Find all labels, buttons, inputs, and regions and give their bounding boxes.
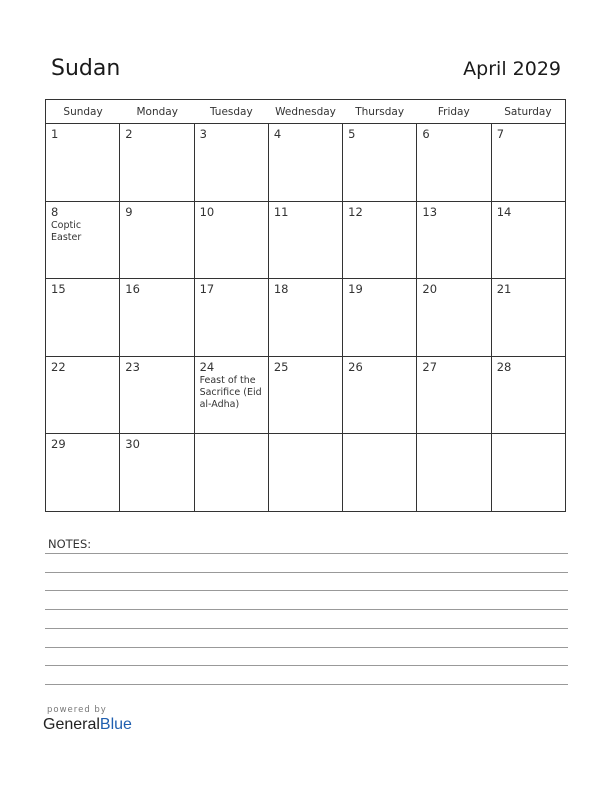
week-row-2 xyxy=(46,202,565,280)
month-title: April 2029 xyxy=(463,58,561,80)
brand-general-text: General xyxy=(43,716,100,733)
day-cell xyxy=(46,202,120,279)
day-number: 1 xyxy=(51,127,59,141)
day-cell xyxy=(417,202,491,279)
day-cell xyxy=(195,434,269,512)
day-cell xyxy=(343,434,417,512)
holiday-label: Coptic Easter xyxy=(51,219,82,243)
weekday-header-row xyxy=(46,100,565,124)
day-cell xyxy=(343,357,417,434)
weekday-sunday: Sunday xyxy=(63,106,103,118)
generalblue-logo xyxy=(43,716,132,734)
day-cell xyxy=(492,279,565,356)
day-number: 30 xyxy=(125,437,140,452)
brand-blue-text: Blue xyxy=(99,716,132,733)
day-number: 18 xyxy=(273,282,289,297)
note-line xyxy=(45,647,568,648)
day-cell xyxy=(195,279,269,356)
day-cell xyxy=(492,357,565,434)
day-number: 21 xyxy=(496,282,512,297)
day-cell xyxy=(417,357,491,434)
day-cell xyxy=(195,357,269,434)
day-number: 16 xyxy=(125,282,140,297)
day-cell xyxy=(269,279,343,356)
day-cell xyxy=(120,124,194,201)
day-cell xyxy=(343,124,417,201)
weekday-saturday: Saturday xyxy=(504,106,552,118)
note-line xyxy=(45,609,568,610)
day-number: 9 xyxy=(125,204,133,219)
day-number: 17 xyxy=(199,282,215,297)
day-number: 22 xyxy=(51,359,66,374)
day-number: 13 xyxy=(422,204,438,219)
calendar-grid xyxy=(45,99,566,512)
day-cell xyxy=(120,279,194,356)
day-number: 24 xyxy=(199,359,215,374)
day-number: 27 xyxy=(422,359,438,374)
weekday-friday: Friday xyxy=(437,106,470,118)
day-cell xyxy=(343,202,417,279)
day-number: 11 xyxy=(273,204,289,219)
note-line xyxy=(45,572,568,573)
note-line xyxy=(45,684,568,685)
day-number: 7 xyxy=(496,127,505,141)
day-number: 3 xyxy=(199,127,207,141)
day-number: 14 xyxy=(496,204,512,219)
day-cell xyxy=(195,202,269,279)
note-line xyxy=(45,665,568,666)
weekday-tuesday: Tuesday xyxy=(209,106,253,118)
weekday-monday: Monday xyxy=(136,106,178,118)
day-cell xyxy=(343,279,417,356)
day-number: 29 xyxy=(51,437,66,452)
day-number: 5 xyxy=(348,127,356,141)
day-number: 28 xyxy=(496,359,512,374)
day-number: 15 xyxy=(51,282,66,297)
day-number: 10 xyxy=(199,204,215,219)
day-cell xyxy=(120,434,194,512)
day-cell xyxy=(269,202,343,279)
day-cell xyxy=(46,434,120,512)
day-number: 4 xyxy=(273,127,282,141)
day-cell xyxy=(269,124,343,201)
day-number: 26 xyxy=(348,359,363,374)
holiday-label: Feast of the Sacrifice (Eid al-Adha) xyxy=(199,374,262,410)
day-cell xyxy=(492,124,565,201)
day-cell xyxy=(269,434,343,512)
day-cell xyxy=(492,434,565,512)
day-number: 25 xyxy=(273,359,289,374)
day-cell xyxy=(46,357,120,434)
note-line xyxy=(45,553,568,554)
note-line xyxy=(45,628,568,629)
day-cell xyxy=(120,357,194,434)
day-number: 2 xyxy=(125,127,133,141)
day-cell xyxy=(417,124,491,201)
country-title: Sudan xyxy=(51,56,121,81)
weekday-wednesday: Wednesday xyxy=(275,106,336,118)
day-cell xyxy=(417,434,491,512)
day-cell xyxy=(195,124,269,201)
week-row-5 xyxy=(46,434,565,512)
week-row-4 xyxy=(46,357,565,435)
note-line xyxy=(45,590,568,591)
day-number: 19 xyxy=(348,282,363,297)
day-number: 12 xyxy=(348,204,363,219)
day-number: 6 xyxy=(422,127,430,141)
weekday-thursday: Thursday xyxy=(355,106,405,118)
notes-label: NOTES: xyxy=(48,537,92,551)
day-number: 23 xyxy=(125,359,140,374)
day-cell xyxy=(46,279,120,356)
day-cell xyxy=(417,279,491,356)
week-row-3 xyxy=(46,279,565,357)
week-row-1 xyxy=(46,124,565,202)
day-number: 20 xyxy=(422,282,438,297)
day-cell xyxy=(269,357,343,434)
day-cell xyxy=(120,202,194,279)
day-cell xyxy=(46,124,120,201)
day-cell xyxy=(492,202,565,279)
powered-by-text: powered by xyxy=(47,705,107,715)
day-number: 8 xyxy=(51,204,59,219)
